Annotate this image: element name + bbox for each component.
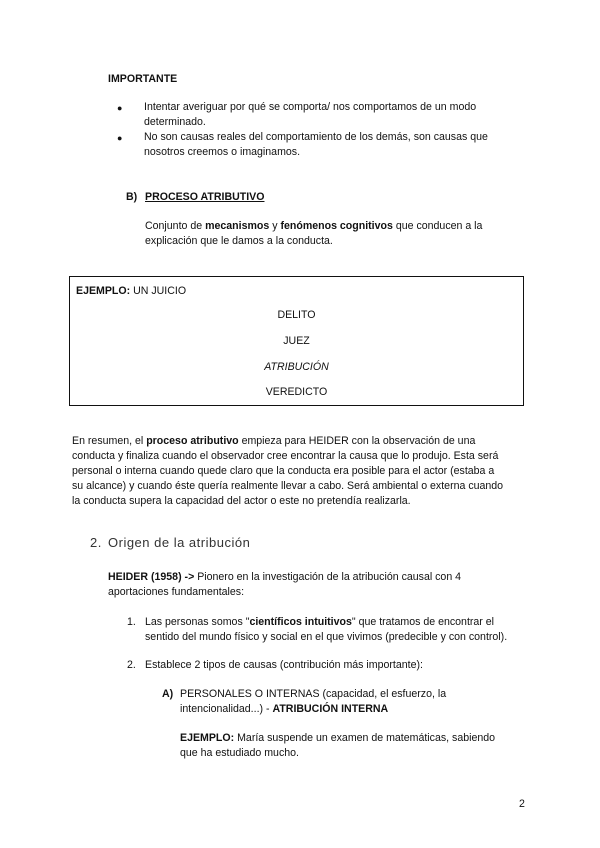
section-b-description: Conjunto de mecanismos y fenómenos cognitivos que conducen a la explicación que le damos a la conducta. [145,220,483,247]
section-2-number: 2. [90,535,102,550]
example-label: EJEMPLO: UN JUICIO [76,285,187,297]
example-step-atribucion: ATRIBUCIÓN [264,361,329,373]
section-b-title: PROCESO ATRIBUTIVO [145,191,265,203]
summary-paragraph: En resumen, el proceso atributivo empieza para HEIDER con la observación de una conducta y finaliza cuando el observador cree encontrar la causa que lo produjo. Esta será personal o interna cuando quede claro que la conducta era posible para el actor (estaba a su alcance) y cuando éste quería realmente llevar a cabo. Será ambiental o externa cuando la conducta supera la capacidad del actor o este no pretendía realizarla. [72,435,504,507]
bullet-icon: ● [117,133,123,143]
list-item-1-text: Las personas somos "científicos intuitivos" que tratamos de encontrar el sentido del mundo físico y social en el que vivimos (predecible y con control). [145,616,508,643]
example-step-delito: DELITO [277,309,316,321]
sub-a-letter: A) [162,688,174,700]
section-b-letter: B) [126,191,138,203]
example-step-veredicto: VEREDICTO [265,386,328,398]
importante-heading: IMPORTANTE [108,73,178,85]
list-item-2-text: Establece 2 tipos de causas (contribución más importante): [145,659,423,671]
page-number: 2 [519,798,525,810]
bullet-text-2: No son causas reales del comportamiento de los demás, son causas que nosotros creemos o imaginamos. [144,131,488,158]
bullet-icon: ● [117,103,123,113]
example-step-juez: JUEZ [283,335,310,347]
heider-paragraph: HEIDER (1958) -> Pionero en la investigación de la atribución causal con 4 aportaciones fundamentales: [108,571,462,598]
list-item-2-number: 2. [127,659,136,671]
bullet-text-1: Intentar averiguar por qué se comporta/ nos comportamos de un modo determinado. [144,101,477,128]
section-2-title: Origen de la atribución [108,535,251,550]
sub-a-text: PERSONALES O INTERNAS (capacidad, el esfuerzo, la intencionalidad...) - ATRIBUCIÓN INTERNA [180,688,447,715]
example-box [69,276,524,406]
sub-a-example: EJEMPLO: María suspende un examen de matemáticas, sabiendo que ha estudiado mucho. [180,732,496,759]
list-item-1-number: 1. [127,616,136,628]
